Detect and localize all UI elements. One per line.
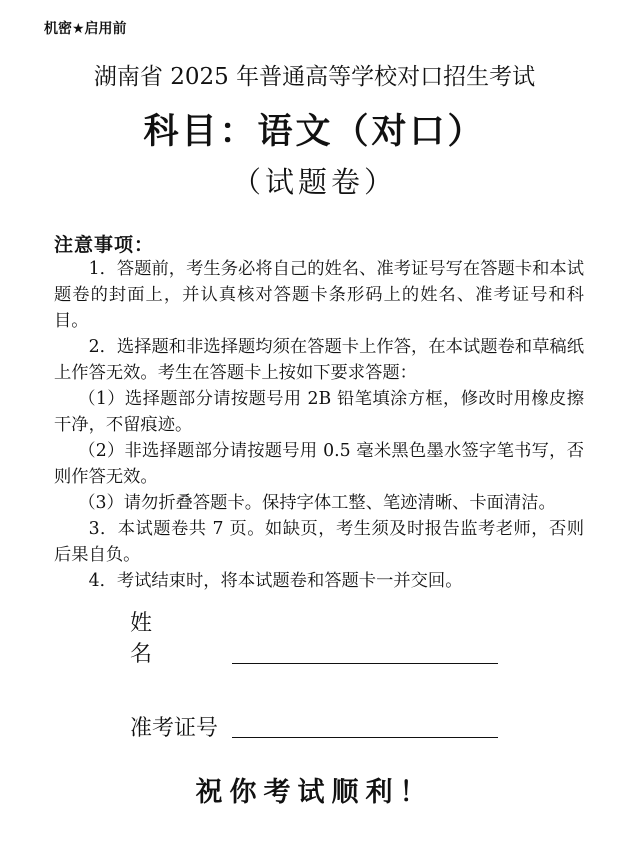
subject-title: 科目：语文（对口） [143,112,486,152]
notice-heading: 注意事项： [54,234,155,256]
notice-subitem-1: （1）选择题部分请按题号用 2B 铅笔填涂方框，修改时用橡皮擦干净，不留痕迹。 [54,389,584,435]
candidate-info [130,611,498,742]
id-number-label: 准考证号 [130,716,219,741]
confidential-label: 机密★启用前 [44,21,127,37]
notice-item-1: 1．答题前，考生务必将自己的姓名、准考证号写在答题卡和本试题卷的封面上，并认真核对答题卡条形码上的姓名、准考证号和科目。 [54,259,584,331]
notice-item-2: 2．选择题和非选择题均须在答题卡上作答，在本试题卷和草稿纸上作答无效。考生在答题卡上按如下要求答题： [54,337,584,383]
good-luck-message: 祝你考试顺利！ [195,777,434,808]
notice-subitem-3: （3）请勿折叠答题卡。保持字体工整、笔迹清晰、卡面清洁。 [78,493,556,513]
id-field-row [130,706,498,742]
id-number-blank-line [232,736,498,738]
notice-item-3: 3．本试题卷共 7 页。如缺页，考生须及时报告监考老师，否则后果自负。 [54,519,584,565]
paper-type: （试题卷） [231,165,397,199]
notice-item-4: 4．考试结束时，将本试题卷和答题卡一并交回。 [88,571,463,591]
exam-title: 湖南省 2025 年普通高等学校对口招生考试 [93,64,536,90]
name-field-row [130,611,498,668]
notice-list [54,256,584,594]
name-blank-line [232,662,498,664]
name-label: 姓名 [130,611,209,667]
notice-subitem-2: （2）非选择题部分请按题号用 0.5 毫米黑色墨水签字笔书写，否则作答无效。 [54,441,584,487]
